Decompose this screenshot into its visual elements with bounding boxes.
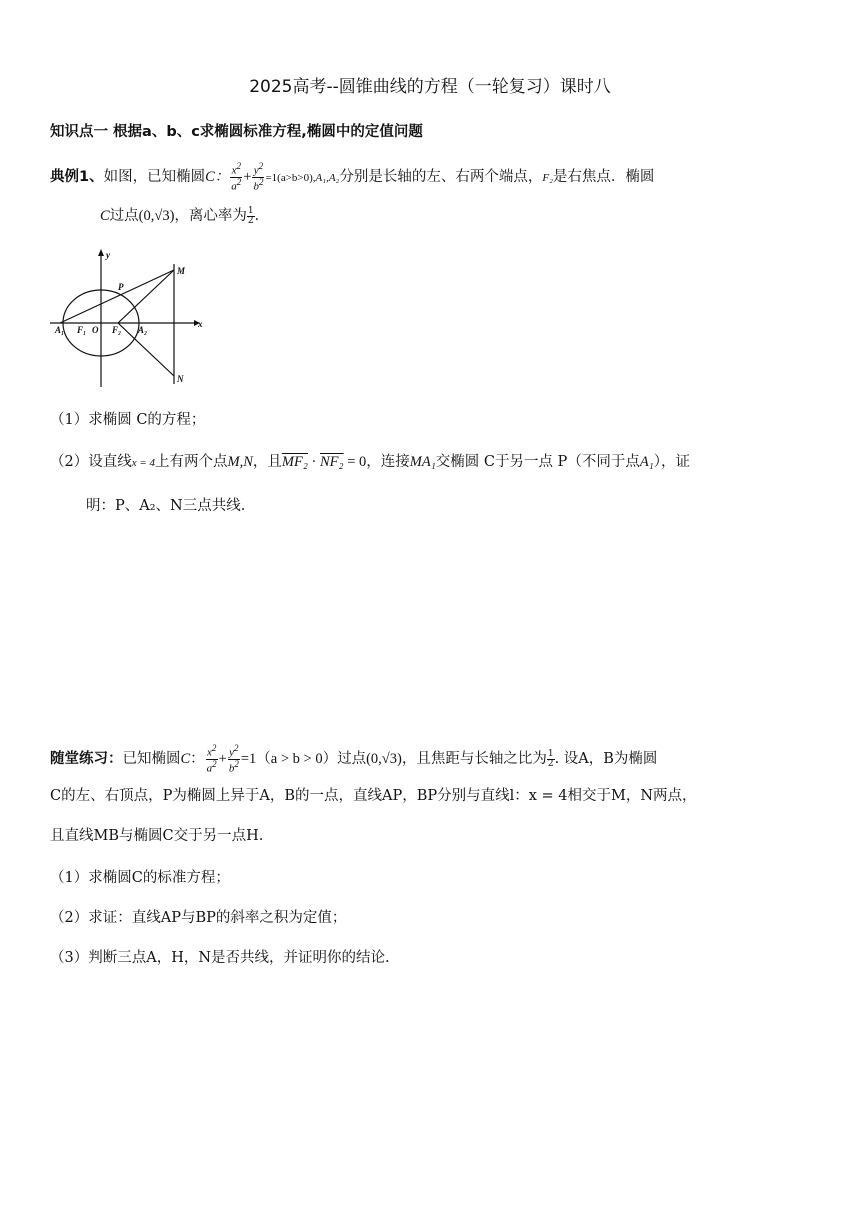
section-heading: 知识点一 根据a、b、c求椭圆标准方程,椭圆中的定值问题	[50, 124, 423, 140]
ma1-symbol: MA₁	[409, 454, 436, 470]
ellipse-figure	[46, 244, 216, 394]
dot-product-eq: = 0	[347, 454, 367, 470]
question-1: （1）求椭圆 C的方程；	[50, 412, 206, 428]
practice-eq-after: =1（a > b > 0）过点	[240, 751, 367, 768]
c-symbol: C	[100, 208, 110, 224]
practice-frac-y2-b2: $\frac{y^2}{b^2}$	[228, 743, 239, 775]
pass-text: 过点	[109, 208, 139, 224]
line-mf2	[118, 270, 174, 323]
label-m: M	[177, 266, 186, 276]
y-axis-arrow	[98, 249, 104, 256]
practice-frac-x2-a2: $\frac{x^2}{a^2}$	[206, 743, 217, 775]
point-text: (0,√3)	[138, 208, 175, 224]
mn-symbols: M,N	[227, 454, 253, 470]
a1a2-symbols: A₁,A₂	[315, 172, 340, 185]
example1-label: 典例1、	[50, 169, 104, 186]
example1-line2: C过点(0,√3)，离心率为 $\frac{1}{2}$ ．	[100, 205, 270, 226]
example1-mid: 分别是长轴的左、右两个端点，	[339, 169, 543, 186]
question-2-line1: （2）设直线x = 4上有两个点M,N，且MF₂ · NF₂ = 0，连接MA₁交椭圆 C于另一点 P（不同于点A₁），证	[50, 454, 690, 470]
example1-line1: 典例1、如图，已知椭圆C： $\frac{x^2}{a^2}$ + $\frac{y^2}{b^2}$ =1(a>b>0),A₁,A₂分别是长轴的左、右两个端点，F₂是右焦点．椭圆	[50, 161, 655, 193]
line-ma1	[60, 270, 174, 323]
label-a2: A₂	[138, 325, 148, 335]
label-n: N	[177, 374, 184, 384]
ellipse-eq-prefix: C：	[205, 169, 230, 186]
label-a1: A₁	[55, 325, 65, 335]
vector-mf2: MF₂	[281, 454, 308, 470]
label-o: O	[92, 325, 99, 335]
practice-question-2: （2）求证：直线AP与BP的斜率之积为定值；	[50, 910, 347, 926]
ecc-text: ，离心率为	[174, 208, 247, 224]
practice-point: (0,√3)	[366, 751, 402, 768]
x-equals-4: x = 4	[131, 457, 156, 469]
ratio-fraction: $\frac{1}{2}$	[547, 748, 554, 769]
ecc-fraction: $\frac{1}{2}$	[247, 205, 254, 226]
label-p: P	[118, 282, 124, 292]
label-f1: F₁	[77, 325, 87, 335]
a1-symbol: A₁	[639, 454, 654, 470]
frac-x2-a2: $\frac{x^2}{a^2}$	[231, 161, 242, 193]
practice-question-3: （3）判断三点A，H，N是否共线，并证明你的结论.	[50, 950, 390, 966]
practice-label: 随堂练习：	[50, 751, 123, 768]
question-2-line2: 明：P、A₂、N三点共线.	[86, 498, 246, 514]
label-f2: F₂	[112, 325, 122, 335]
f2-symbol: F₂	[542, 172, 553, 185]
example1-tail: 是右焦点．椭圆	[552, 169, 655, 186]
practice-line3: 且直线MB与椭圆C交于另一点H.	[50, 828, 264, 844]
ellipse-eq-cond: =1(a>b>0),	[265, 172, 316, 185]
vector-nf2: NF₂	[320, 454, 344, 470]
practice-line2: C的左、右顶点，P为椭圆上异于A，B的一点，直线AP，BP分别与直线l：x = 4相交于M，N两点，	[50, 788, 697, 804]
label-y: y	[106, 250, 110, 260]
example1-intro: 如图，已知椭圆	[103, 169, 206, 186]
label-x: x	[198, 319, 203, 329]
practice-question-1: （1）求椭圆C的标准方程；	[50, 870, 230, 886]
practice-line1: 随堂练习：已知椭圆C： $\frac{x^2}{a^2}$ + $\frac{y^2}{b^2}$ =1（a > b > 0）过点(0,√3)，且焦距与长轴之比为 $\frac{1}{2}$ . 设A，B为椭圆	[50, 743, 658, 775]
page-title: 2025高考--圆锥曲线的方程（一轮复习）课时八	[249, 77, 611, 97]
frac-y2-b2: $\frac{y^2}{b^2}$	[253, 161, 264, 193]
